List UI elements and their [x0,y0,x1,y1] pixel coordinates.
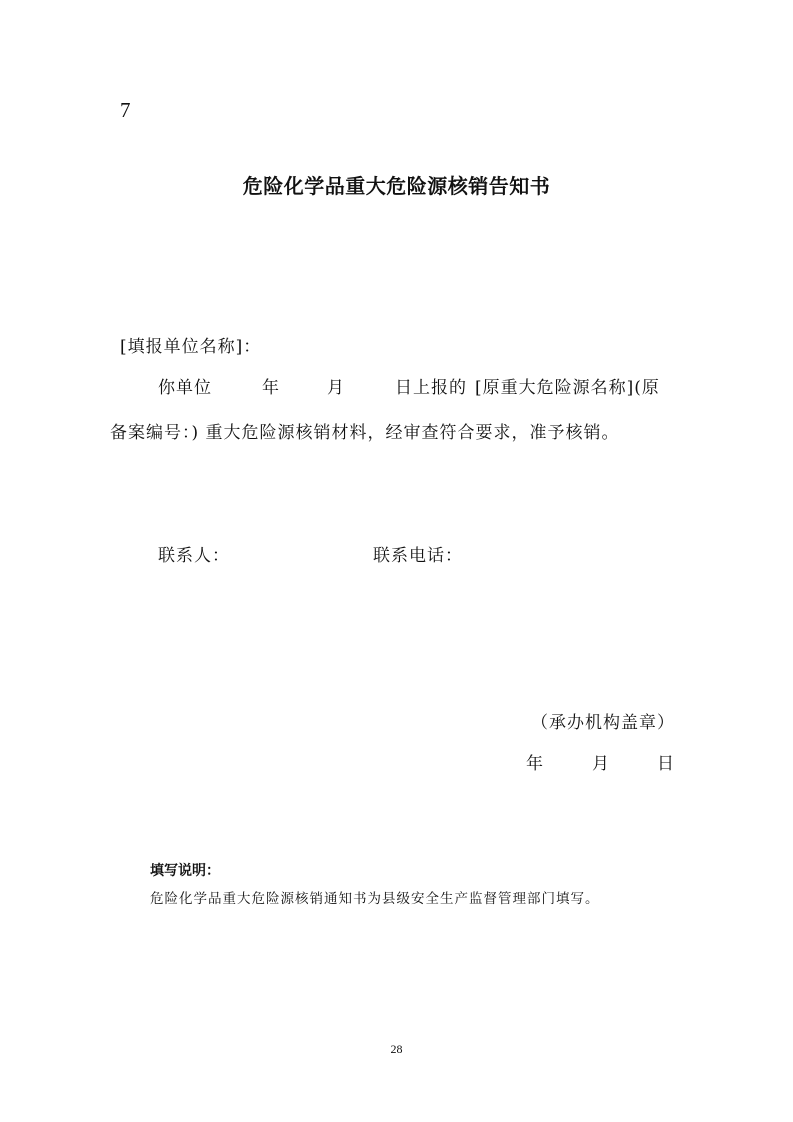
sign-month-label: 月 [592,754,610,774]
contact-phone-label: 联系电话： [373,546,463,566]
sign-year-label: 年 [526,754,544,774]
body-line-2: 备案编号：) 重大危险源核销材料，经审查符合要求，准予核销。 [110,423,620,443]
note-text: 危险化学品重大危险源核销通知书为县级安全生产监督管理部门填写。 [150,891,600,907]
you-unit-text: 你单位 [158,378,212,398]
sign-day-label: 日 [657,754,675,774]
section-number: 7 [120,98,131,122]
source-name-field: [原重大危险源名称](原 [475,378,660,398]
report-year-label: 年 [262,378,280,398]
seal-label: （承办机构盖章） [531,713,675,733]
note-title: 填写说明： [150,863,220,879]
report-day-text: 日上报的 [395,378,467,398]
page-title: 危险化学品重大危险源核销告知书 [242,174,551,198]
page-number: 28 [390,1042,403,1056]
addressee-field: [填报单位名称]： [120,337,262,357]
report-month-label: 月 [327,378,345,398]
contact-person-label: 联系人： [158,546,230,566]
